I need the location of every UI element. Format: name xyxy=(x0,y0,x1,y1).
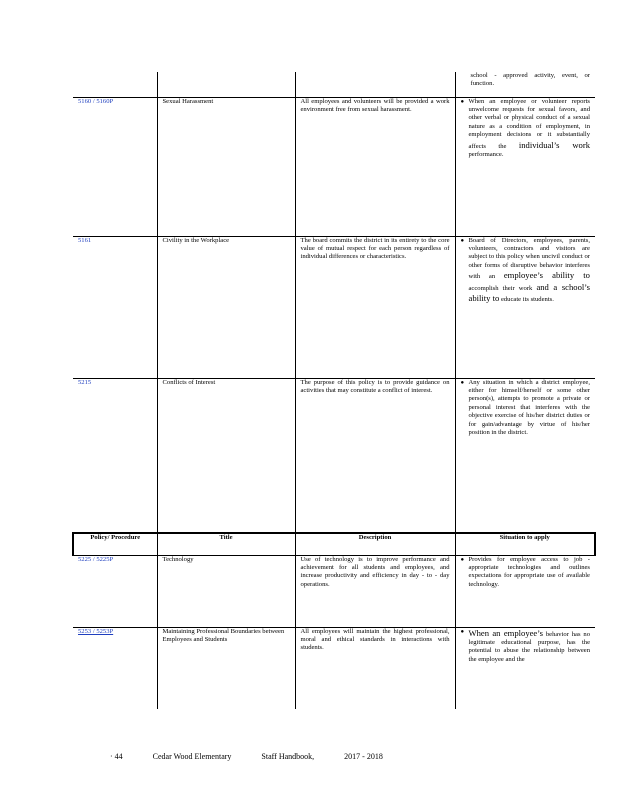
carryover-policy-cell xyxy=(73,72,157,97)
situation-text-large-2: and a school’s ability to xyxy=(468,281,590,303)
carryover-situation-cell xyxy=(455,72,595,97)
policy-number-link[interactable]: 5225 / 5225P xyxy=(78,555,114,563)
situation-text: Board of Directors, employees, parents, volunteers, contractors and visitors are subject to this policy when uncivil conduct or other forms of disruptive behavior interferes with an xyxy=(468,236,590,281)
policy-title: Maintaining Professional Boundaries between Employees and Students xyxy=(162,627,285,643)
table-row xyxy=(73,555,595,627)
situation-text-large: individual’s work xyxy=(518,139,590,150)
policy-title: Technology xyxy=(162,555,194,563)
policy-description: All employees will maintain the highest professional, moral and ethical standards in interactions with students. xyxy=(300,627,450,652)
header-policy: Policy/ Procedure xyxy=(90,534,141,541)
header-title: Title xyxy=(157,533,295,555)
policy-number-link[interactable]: 5215 xyxy=(78,378,92,386)
policy-title: Civility in the Workplace xyxy=(162,236,230,244)
situation-text-large: When an employee’s xyxy=(468,627,543,638)
situation-list xyxy=(461,556,591,590)
table-header-row xyxy=(73,533,595,555)
situation-list xyxy=(461,628,591,665)
situation-list xyxy=(461,237,591,305)
footer-handbook: Staff Handbook, xyxy=(261,752,315,761)
policy-description: The purpose of this policy is to provide guidance on activities that may constitute a conflict of interest. xyxy=(300,378,450,394)
situation-text-end: educate its students. xyxy=(500,295,554,303)
policy-number-link[interactable]: 5161 xyxy=(78,236,92,244)
situation-list xyxy=(461,379,591,438)
situation-text-mid: accomplish their work xyxy=(468,284,533,292)
header-situation: Situation to apply xyxy=(455,533,595,555)
policy-title: Sexual Harassment xyxy=(162,97,214,105)
policy-number-link[interactable]: 5160 / 5160P xyxy=(78,97,114,105)
table-row xyxy=(73,627,595,709)
carryover-title-cell xyxy=(157,72,295,97)
table-row xyxy=(73,378,595,533)
footer-school: Cedar Wood Elementary xyxy=(152,752,232,761)
policy-title: Conflicts of Interest xyxy=(162,378,216,386)
situation-item xyxy=(461,628,591,665)
situation-text-large: employee’s ability to xyxy=(503,270,590,281)
carryover-description-cell xyxy=(295,72,455,97)
policy-number-link[interactable]: 5253 / 5253P xyxy=(78,627,114,635)
situation-text-end: performance. xyxy=(468,150,504,158)
situation-text: behavior has no legitimate educational purpose, has the potential to abuse the relationship between the employee and the xyxy=(468,630,590,663)
table-row xyxy=(73,97,595,236)
carryover-situation-text: school - approved activity, event, or function. xyxy=(470,72,590,88)
situation-item: ● Any situation in which a district employee, either for himself/herself or some other person(s), attempts to promote a private or personal interest that interferes with the objective exercise of his/her district duties or for gain/advantage by virtue of his/her position in the district. xyxy=(461,379,591,438)
table-row-carryover xyxy=(73,72,595,97)
table-row xyxy=(73,236,595,378)
policy-description: The board commits the district in its entirety to the core value of mutual respect for each person regardless of individual differences or characteristics. xyxy=(300,236,450,261)
page-number: · 44 xyxy=(110,752,123,761)
situation-item: ● Provides for employee access to job - appropriate technologies and outlines expectations for appropriate use of available technology. xyxy=(461,556,591,590)
page-footer xyxy=(110,752,413,761)
policy-description: Use of technology is to improve performance and achievement for all students and employees, and increase productivity and efficiency in day - to - day operations. xyxy=(300,555,450,588)
situation-item xyxy=(461,98,591,160)
situation-text: When an employee or volunteer reports unwelcome requests for sexual favors, and other verbal or physical conduct of a sexual nature as a condition of employment, in employment decisions or it substantially affects the xyxy=(468,97,590,150)
footer-year: 2017 - 2018 xyxy=(344,752,383,761)
situation-list xyxy=(461,98,591,160)
policy-table xyxy=(72,72,596,709)
header-description: Description xyxy=(295,533,455,555)
situation-item xyxy=(461,237,591,305)
policy-description: All employees and volunteers will be provided a work environment free from sexual harassment. xyxy=(300,97,450,113)
